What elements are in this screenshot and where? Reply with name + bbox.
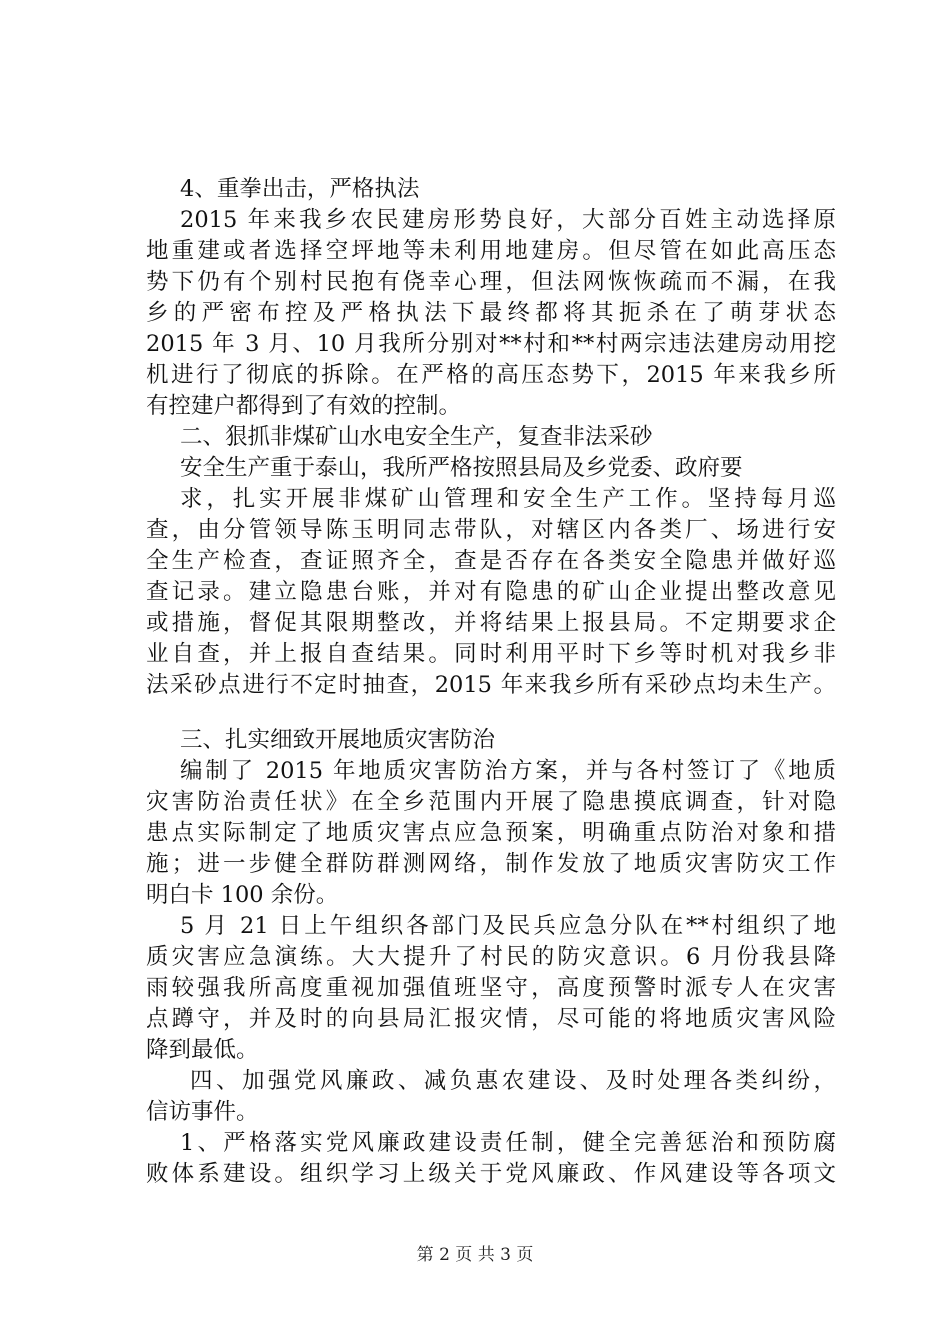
- paragraph-line: 法采砂点进行不定时抽查，2015 年来我乡所有采砂点均未生产。: [146, 672, 836, 698]
- paragraph-line: 乡的严密布控及严格执法下最终都将其扼杀在了萌芽状态: [146, 300, 836, 326]
- section-heading-2: 二、狠抓非煤矿山水电安全生产，复查非法采砂: [180, 424, 653, 450]
- paragraph-line: 业自查，并上报自查结果。同时利用平时下乡等时机对我乡非: [146, 641, 836, 667]
- paragraph-line: 查记录。建立隐患台账，并对有隐患的矿山企业提出整改意见: [146, 579, 836, 605]
- paragraph-line: 点蹲守，并及时的向县局汇报灾情，尽可能的将地质灾害风险: [146, 1006, 836, 1032]
- paragraph-line: 求，扎实开展非煤矿山管理和安全生产工作。坚持每月巡: [180, 486, 836, 512]
- paragraph-line: 明白卡 100 余份。: [146, 882, 339, 908]
- section-heading-4-cont: 信访事件。: [146, 1099, 259, 1125]
- paragraph-line: 质灾害应急演练。大大提升了村民的防灾意识。6 月份我县降: [146, 944, 836, 970]
- paragraph-line: 地重建或者选择空坪地等未利用地建房。但尽管在如此高压态: [146, 238, 836, 264]
- paragraph-line: 雨较强我所高度重视加强值班坚守，高度预警时派专人在灾害: [146, 975, 836, 1001]
- paragraph-line: 灾害防治责任状》在全乡范围内开展了隐患摸底调查，针对隐: [146, 789, 836, 815]
- paragraph-line: 势下仍有个别村民抱有侥幸心理，但法网恢恢疏而不漏，在我: [146, 269, 836, 295]
- paragraph-line: 机进行了彻底的拆除。在严格的高压态势下，2015 年来我乡所: [146, 362, 836, 388]
- paragraph-line: 降到最低。: [146, 1037, 259, 1063]
- paragraph-line: 查，由分管领导陈玉明同志带队，对辖区内各类厂、场进行安: [146, 517, 836, 543]
- paragraph-line: 安全生产重于泰山，我所严格按照县局及乡党委、政府要: [180, 455, 743, 481]
- paragraph-line: 1、严格落实党风廉政建设责任制，健全完善惩治和预防腐: [180, 1130, 836, 1156]
- paragraph-line: 有控建户都得到了有效的控制。: [146, 393, 462, 419]
- paragraph-line: 2015 年 3 月、10 月我所分别对**村和**村两宗违法建房动用挖: [146, 331, 836, 357]
- paragraph-line: 败体系建设。组织学习上级关于党风廉政、作风建设等各项文: [146, 1161, 836, 1187]
- heading-4: 4、重拳出击，严格执法: [180, 176, 420, 202]
- paragraph-line: 或措施，督促其限期整改，并将结果上报县局。不定期要求企: [146, 610, 836, 636]
- paragraph-line: 患点实际制定了地质灾害点应急预案，明确重点防治对象和措: [146, 820, 836, 846]
- paragraph-line: 5 月 21 日上午组织各部门及民兵应急分队在**村组织了地: [180, 913, 836, 939]
- page-footer: 第 2 页 共 3 页: [416, 1245, 534, 1265]
- paragraph-line: 2015 年来我乡农民建房形势良好，大部分百姓主动选择原: [180, 207, 836, 233]
- paragraph-line: 编制了 2015 年地质灾害防治方案，并与各村签订了《地质: [180, 758, 836, 784]
- paragraph-line: 全生产检查，查证照齐全，查是否存在各类安全隐患并做好巡: [146, 548, 836, 574]
- section-heading-3: 三、扎实细致开展地质灾害防治: [180, 727, 496, 753]
- section-heading-4: 四、加强党风廉政、减负惠农建设、及时处理各类纠纷，: [190, 1068, 836, 1094]
- paragraph-line: 施；进一步健全群防群测网络，制作发放了地质灾害防灾工作: [146, 851, 836, 877]
